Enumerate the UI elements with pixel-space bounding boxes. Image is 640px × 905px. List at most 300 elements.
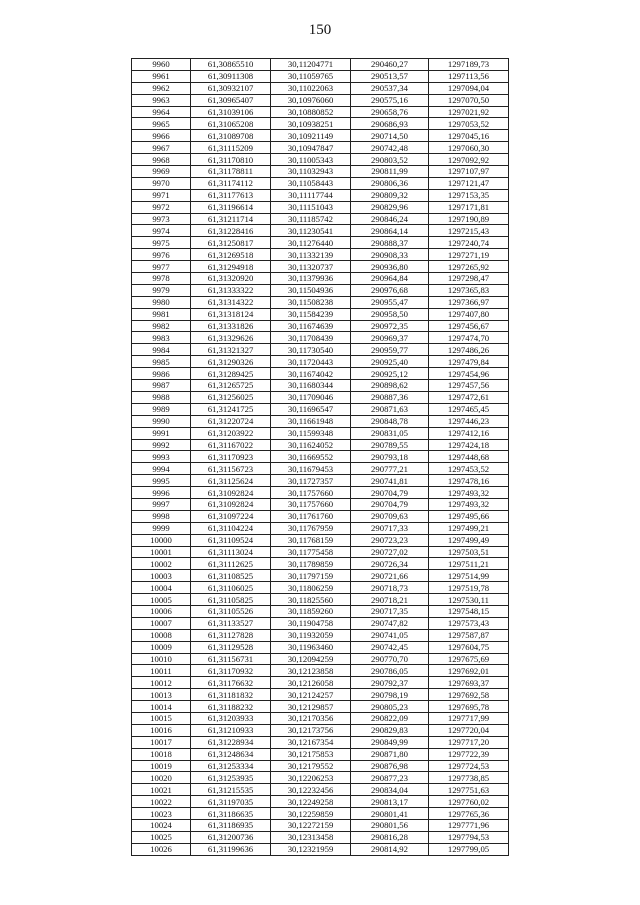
longitude-cell: 30,11022063: [271, 82, 351, 94]
latitude-cell: 61,31318124: [191, 308, 271, 320]
y-coordinate-cell: 1297215,43: [429, 225, 509, 237]
y-coordinate-cell: 1297587,87: [429, 629, 509, 641]
table-row: [132, 487, 509, 499]
table-row: [132, 380, 509, 392]
latitude-cell: 61,31065208: [191, 118, 271, 130]
table-row: [132, 94, 509, 106]
table-row: [132, 415, 509, 427]
point-number-cell: 10004: [132, 582, 191, 594]
point-number-cell: 9986: [132, 368, 191, 380]
longitude-cell: 30,12094259: [271, 653, 351, 665]
table-row: [132, 808, 509, 820]
x-coordinate-cell: 290972,35: [351, 320, 429, 332]
longitude-cell: 30,11789859: [271, 558, 351, 570]
y-coordinate-cell: 1297692,01: [429, 665, 509, 677]
longitude-cell: 30,10880852: [271, 106, 351, 118]
y-coordinate-cell: 1297107,97: [429, 166, 509, 178]
table-row: [132, 177, 509, 189]
x-coordinate-cell: 290723,23: [351, 534, 429, 546]
longitude-cell: 30,11797159: [271, 570, 351, 582]
y-coordinate-cell: 1297720,04: [429, 724, 509, 736]
longitude-cell: 30,10921149: [271, 130, 351, 142]
latitude-cell: 61,31265725: [191, 380, 271, 392]
y-coordinate-cell: 1297499,49: [429, 534, 509, 546]
point-number-cell: 10000: [132, 534, 191, 546]
table-row: [132, 641, 509, 653]
x-coordinate-cell: 290848,78: [351, 415, 429, 427]
table-row: [132, 522, 509, 534]
table-row: [132, 724, 509, 736]
point-number-cell: 10005: [132, 594, 191, 606]
y-coordinate-cell: 1297412,16: [429, 427, 509, 439]
table-row: [132, 510, 509, 522]
x-coordinate-cell: 290959,77: [351, 344, 429, 356]
x-coordinate-cell: 290726,34: [351, 558, 429, 570]
table-row: [132, 534, 509, 546]
table-row: [132, 843, 509, 855]
y-coordinate-cell: 1297240,74: [429, 237, 509, 249]
x-coordinate-cell: 290829,96: [351, 201, 429, 213]
latitude-cell: 61,31215535: [191, 784, 271, 796]
y-coordinate-cell: 1297474,70: [429, 332, 509, 344]
longitude-cell: 30,11674639: [271, 320, 351, 332]
longitude-cell: 30,11757660: [271, 498, 351, 510]
longitude-cell: 30,11151043: [271, 201, 351, 213]
x-coordinate-cell: 290801,41: [351, 808, 429, 820]
longitude-cell: 30,10938251: [271, 118, 351, 130]
longitude-cell: 30,11963460: [271, 641, 351, 653]
y-coordinate-cell: 1297366,97: [429, 296, 509, 308]
y-coordinate-cell: 1297265,92: [429, 261, 509, 273]
point-number-cell: 9960: [132, 59, 191, 71]
point-number-cell: 9987: [132, 380, 191, 392]
latitude-cell: 61,31228416: [191, 225, 271, 237]
y-coordinate-cell: 1297765,36: [429, 808, 509, 820]
latitude-cell: 61,31097224: [191, 510, 271, 522]
latitude-cell: 61,31112625: [191, 558, 271, 570]
latitude-cell: 61,31133527: [191, 617, 271, 629]
y-coordinate-cell: 1297530,11: [429, 594, 509, 606]
point-number-cell: 10003: [132, 570, 191, 582]
longitude-cell: 30,11332139: [271, 249, 351, 261]
latitude-cell: 61,31092824: [191, 487, 271, 499]
longitude-cell: 30,11185742: [271, 213, 351, 225]
x-coordinate-cell: 290789,55: [351, 439, 429, 451]
point-number-cell: 10008: [132, 629, 191, 641]
table-row: [132, 201, 509, 213]
y-coordinate-cell: 1297799,05: [429, 843, 509, 855]
y-coordinate-cell: 1297503,51: [429, 546, 509, 558]
x-coordinate-cell: 290658,76: [351, 106, 429, 118]
table-row: [132, 451, 509, 463]
longitude-cell: 30,11904758: [271, 617, 351, 629]
longitude-cell: 30,11932059: [271, 629, 351, 641]
longitude-cell: 30,11806259: [271, 582, 351, 594]
latitude-cell: 61,31320920: [191, 273, 271, 285]
y-coordinate-cell: 1297094,04: [429, 82, 509, 94]
latitude-cell: 61,31333322: [191, 284, 271, 296]
point-number-cell: 10023: [132, 808, 191, 820]
table-row: [132, 712, 509, 724]
y-coordinate-cell: 1297479,84: [429, 356, 509, 368]
y-coordinate-cell: 1297060,30: [429, 142, 509, 154]
table-row: [132, 118, 509, 130]
x-coordinate-cell: 290686,93: [351, 118, 429, 130]
point-number-cell: 9981: [132, 308, 191, 320]
table-row: [132, 820, 509, 832]
latitude-cell: 61,31210933: [191, 724, 271, 736]
y-coordinate-cell: 1297465,45: [429, 403, 509, 415]
longitude-cell: 30,12321959: [271, 843, 351, 855]
longitude-cell: 30,11761760: [271, 510, 351, 522]
point-number-cell: 9963: [132, 94, 191, 106]
y-coordinate-cell: 1297751,63: [429, 784, 509, 796]
longitude-cell: 30,11708439: [271, 332, 351, 344]
table-row: [132, 439, 509, 451]
point-number-cell: 9970: [132, 177, 191, 189]
x-coordinate-cell: 290898,62: [351, 380, 429, 392]
x-coordinate-cell: 290537,34: [351, 82, 429, 94]
latitude-cell: 61,31109524: [191, 534, 271, 546]
point-number-cell: 10014: [132, 701, 191, 713]
table-row: [132, 273, 509, 285]
longitude-cell: 30,11276440: [271, 237, 351, 249]
latitude-cell: 61,31176632: [191, 677, 271, 689]
y-coordinate-cell: 1297771,96: [429, 820, 509, 832]
latitude-cell: 61,31197035: [191, 796, 271, 808]
latitude-cell: 61,31203933: [191, 712, 271, 724]
latitude-cell: 61,31329626: [191, 332, 271, 344]
x-coordinate-cell: 290793,18: [351, 451, 429, 463]
table-row: [132, 594, 509, 606]
point-number-cell: 10006: [132, 605, 191, 617]
longitude-cell: 30,11720443: [271, 356, 351, 368]
latitude-cell: 61,31039106: [191, 106, 271, 118]
point-number-cell: 9965: [132, 118, 191, 130]
point-number-cell: 9961: [132, 70, 191, 82]
latitude-cell: 61,31269518: [191, 249, 271, 261]
table-row: [132, 784, 509, 796]
table-row: [132, 653, 509, 665]
x-coordinate-cell: 290969,37: [351, 332, 429, 344]
table-row: [132, 689, 509, 701]
table-row: [132, 344, 509, 356]
x-coordinate-cell: 290714,50: [351, 130, 429, 142]
longitude-cell: 30,11696547: [271, 403, 351, 415]
latitude-cell: 61,31186935: [191, 820, 271, 832]
table-row: [132, 225, 509, 237]
y-coordinate-cell: 1297573,43: [429, 617, 509, 629]
longitude-cell: 30,11117744: [271, 189, 351, 201]
longitude-cell: 30,10947847: [271, 142, 351, 154]
table-row: [132, 356, 509, 368]
x-coordinate-cell: 290908,33: [351, 249, 429, 261]
x-coordinate-cell: 290814,92: [351, 843, 429, 855]
coordinates-table: [131, 58, 509, 856]
x-coordinate-cell: 290742,48: [351, 142, 429, 154]
y-coordinate-cell: 1297153,35: [429, 189, 509, 201]
latitude-cell: 61,31181832: [191, 689, 271, 701]
table-row: [132, 189, 509, 201]
point-number-cell: 9980: [132, 296, 191, 308]
y-coordinate-cell: 1297493,32: [429, 487, 509, 499]
longitude-cell: 30,12249258: [271, 796, 351, 808]
point-number-cell: 9966: [132, 130, 191, 142]
point-number-cell: 9990: [132, 415, 191, 427]
point-number-cell: 9993: [132, 451, 191, 463]
x-coordinate-cell: 290805,23: [351, 701, 429, 713]
latitude-cell: 61,31127828: [191, 629, 271, 641]
table-row: [132, 831, 509, 843]
longitude-cell: 30,11767959: [271, 522, 351, 534]
y-coordinate-cell: 1297424,18: [429, 439, 509, 451]
x-coordinate-cell: 290925,40: [351, 356, 429, 368]
y-coordinate-cell: 1297407,80: [429, 308, 509, 320]
y-coordinate-cell: 1297478,16: [429, 475, 509, 487]
x-coordinate-cell: 290876,98: [351, 760, 429, 772]
y-coordinate-cell: 1297724,53: [429, 760, 509, 772]
x-coordinate-cell: 290741,81: [351, 475, 429, 487]
latitude-cell: 61,31104224: [191, 522, 271, 534]
table-row: [132, 736, 509, 748]
y-coordinate-cell: 1297486,26: [429, 344, 509, 356]
y-coordinate-cell: 1297692,58: [429, 689, 509, 701]
table-row: [132, 629, 509, 641]
table-row: [132, 142, 509, 154]
y-coordinate-cell: 1297722,39: [429, 748, 509, 760]
latitude-cell: 61,31200736: [191, 831, 271, 843]
latitude-cell: 61,31256025: [191, 391, 271, 403]
longitude-cell: 30,11508238: [271, 296, 351, 308]
longitude-cell: 30,11504936: [271, 284, 351, 296]
latitude-cell: 61,31156731: [191, 653, 271, 665]
longitude-cell: 30,11032943: [271, 166, 351, 178]
longitude-cell: 30,11379936: [271, 273, 351, 285]
x-coordinate-cell: 290976,68: [351, 284, 429, 296]
table-row: [132, 308, 509, 320]
point-number-cell: 9991: [132, 427, 191, 439]
table-row: [132, 154, 509, 166]
longitude-cell: 30,12167354: [271, 736, 351, 748]
table-row: [132, 796, 509, 808]
table-row: [132, 772, 509, 784]
table-row: [132, 213, 509, 225]
latitude-cell: 61,31321327: [191, 344, 271, 356]
longitude-cell: 30,12173756: [271, 724, 351, 736]
point-number-cell: 10002: [132, 558, 191, 570]
point-number-cell: 9998: [132, 510, 191, 522]
x-coordinate-cell: 290741,05: [351, 629, 429, 641]
x-coordinate-cell: 290955,47: [351, 296, 429, 308]
point-number-cell: 9982: [132, 320, 191, 332]
longitude-cell: 30,12175853: [271, 748, 351, 760]
table-row: [132, 284, 509, 296]
point-number-cell: 9973: [132, 213, 191, 225]
latitude-cell: 61,31248634: [191, 748, 271, 760]
y-coordinate-cell: 1297499,21: [429, 522, 509, 534]
point-number-cell: 10026: [132, 843, 191, 855]
table-row: [132, 427, 509, 439]
latitude-cell: 61,31241725: [191, 403, 271, 415]
point-number-cell: 9989: [132, 403, 191, 415]
x-coordinate-cell: 290834,04: [351, 784, 429, 796]
point-number-cell: 10025: [132, 831, 191, 843]
coordinates-table-body: [132, 59, 509, 856]
y-coordinate-cell: 1297794,53: [429, 831, 509, 843]
x-coordinate-cell: 290798,19: [351, 689, 429, 701]
point-number-cell: 9976: [132, 249, 191, 261]
table-row: [132, 249, 509, 261]
latitude-cell: 61,31113024: [191, 546, 271, 558]
longitude-cell: 30,10976060: [271, 94, 351, 106]
point-number-cell: 9999: [132, 522, 191, 534]
latitude-cell: 61,31331826: [191, 320, 271, 332]
table-row: [132, 701, 509, 713]
latitude-cell: 61,31314322: [191, 296, 271, 308]
y-coordinate-cell: 1297092,92: [429, 154, 509, 166]
y-coordinate-cell: 1297495,66: [429, 510, 509, 522]
point-number-cell: 10009: [132, 641, 191, 653]
y-coordinate-cell: 1297070,50: [429, 94, 509, 106]
latitude-cell: 61,31203922: [191, 427, 271, 439]
latitude-cell: 61,31105825: [191, 594, 271, 606]
table-row: [132, 677, 509, 689]
y-coordinate-cell: 1297695,78: [429, 701, 509, 713]
latitude-cell: 61,31125624: [191, 475, 271, 487]
longitude-cell: 30,12232456: [271, 784, 351, 796]
table-row: [132, 498, 509, 510]
table-row: [132, 570, 509, 582]
x-coordinate-cell: 290877,23: [351, 772, 429, 784]
longitude-cell: 30,11859260: [271, 605, 351, 617]
table-row: [132, 82, 509, 94]
point-number-cell: 10021: [132, 784, 191, 796]
x-coordinate-cell: 290718,73: [351, 582, 429, 594]
x-coordinate-cell: 290460,27: [351, 59, 429, 71]
point-number-cell: 9962: [132, 82, 191, 94]
longitude-cell: 30,11204771: [271, 59, 351, 71]
x-coordinate-cell: 290704,79: [351, 487, 429, 499]
point-number-cell: 9979: [132, 284, 191, 296]
longitude-cell: 30,12123858: [271, 665, 351, 677]
x-coordinate-cell: 290803,52: [351, 154, 429, 166]
latitude-cell: 61,31089708: [191, 130, 271, 142]
y-coordinate-cell: 1297190,89: [429, 213, 509, 225]
longitude-cell: 30,12129857: [271, 701, 351, 713]
y-coordinate-cell: 1297472,61: [429, 391, 509, 403]
y-coordinate-cell: 1297514,99: [429, 570, 509, 582]
y-coordinate-cell: 1297189,73: [429, 59, 509, 71]
table-row: [132, 70, 509, 82]
longitude-cell: 30,11775458: [271, 546, 351, 558]
latitude-cell: 61,31170810: [191, 154, 271, 166]
y-coordinate-cell: 1297519,78: [429, 582, 509, 594]
x-coordinate-cell: 290718,21: [351, 594, 429, 606]
table-row: [132, 475, 509, 487]
point-number-cell: 9984: [132, 344, 191, 356]
x-coordinate-cell: 290709,63: [351, 510, 429, 522]
y-coordinate-cell: 1297021,92: [429, 106, 509, 118]
x-coordinate-cell: 290964,84: [351, 273, 429, 285]
point-number-cell: 9967: [132, 142, 191, 154]
latitude-cell: 61,31170932: [191, 665, 271, 677]
point-number-cell: 10007: [132, 617, 191, 629]
table-row: [132, 261, 509, 273]
page-number: 150: [308, 22, 332, 38]
point-number-cell: 9988: [132, 391, 191, 403]
point-number-cell: 10022: [132, 796, 191, 808]
point-number-cell: 9971: [132, 189, 191, 201]
longitude-cell: 30,11584239: [271, 308, 351, 320]
longitude-cell: 30,12272159: [271, 820, 351, 832]
latitude-cell: 61,31228934: [191, 736, 271, 748]
table-row: [132, 166, 509, 178]
y-coordinate-cell: 1297053,52: [429, 118, 509, 130]
x-coordinate-cell: 290822,09: [351, 712, 429, 724]
table-row: [132, 403, 509, 415]
longitude-cell: 30,11730540: [271, 344, 351, 356]
latitude-cell: 61,31178811: [191, 166, 271, 178]
longitude-cell: 30,12124257: [271, 689, 351, 701]
table-row: [132, 332, 509, 344]
table-row: [132, 463, 509, 475]
longitude-cell: 30,11709046: [271, 391, 351, 403]
x-coordinate-cell: 290727,02: [351, 546, 429, 558]
y-coordinate-cell: 1297446,23: [429, 415, 509, 427]
x-coordinate-cell: 290513,57: [351, 70, 429, 82]
table-row: [132, 617, 509, 629]
x-coordinate-cell: 290721,66: [351, 570, 429, 582]
table-row: [132, 558, 509, 570]
y-coordinate-cell: 1297717,99: [429, 712, 509, 724]
longitude-cell: 30,11757660: [271, 487, 351, 499]
point-number-cell: 10001: [132, 546, 191, 558]
x-coordinate-cell: 290958,50: [351, 308, 429, 320]
latitude-cell: 61,31115209: [191, 142, 271, 154]
point-number-cell: 9978: [132, 273, 191, 285]
point-number-cell: 9985: [132, 356, 191, 368]
longitude-cell: 30,11320737: [271, 261, 351, 273]
y-coordinate-cell: 1297171,81: [429, 201, 509, 213]
longitude-cell: 30,11727357: [271, 475, 351, 487]
point-number-cell: 9964: [132, 106, 191, 118]
latitude-cell: 61,31199636: [191, 843, 271, 855]
point-number-cell: 9977: [132, 261, 191, 273]
y-coordinate-cell: 1297760,02: [429, 796, 509, 808]
table-row: [132, 296, 509, 308]
x-coordinate-cell: 290801,56: [351, 820, 429, 832]
latitude-cell: 61,31105526: [191, 605, 271, 617]
table-row: [132, 546, 509, 558]
latitude-cell: 61,31196614: [191, 201, 271, 213]
y-coordinate-cell: 1297604,75: [429, 641, 509, 653]
point-number-cell: 10013: [132, 689, 191, 701]
point-number-cell: 9994: [132, 463, 191, 475]
longitude-cell: 30,11005343: [271, 154, 351, 166]
latitude-cell: 61,31186635: [191, 808, 271, 820]
point-number-cell: 10012: [132, 677, 191, 689]
y-coordinate-cell: 1297113,56: [429, 70, 509, 82]
longitude-cell: 30,12259859: [271, 808, 351, 820]
x-coordinate-cell: 290806,36: [351, 177, 429, 189]
y-coordinate-cell: 1297121,47: [429, 177, 509, 189]
longitude-cell: 30,11599348: [271, 427, 351, 439]
x-coordinate-cell: 290777,21: [351, 463, 429, 475]
y-coordinate-cell: 1297456,67: [429, 320, 509, 332]
point-number-cell: 9969: [132, 166, 191, 178]
x-coordinate-cell: 290704,79: [351, 498, 429, 510]
latitude-cell: 61,31290326: [191, 356, 271, 368]
